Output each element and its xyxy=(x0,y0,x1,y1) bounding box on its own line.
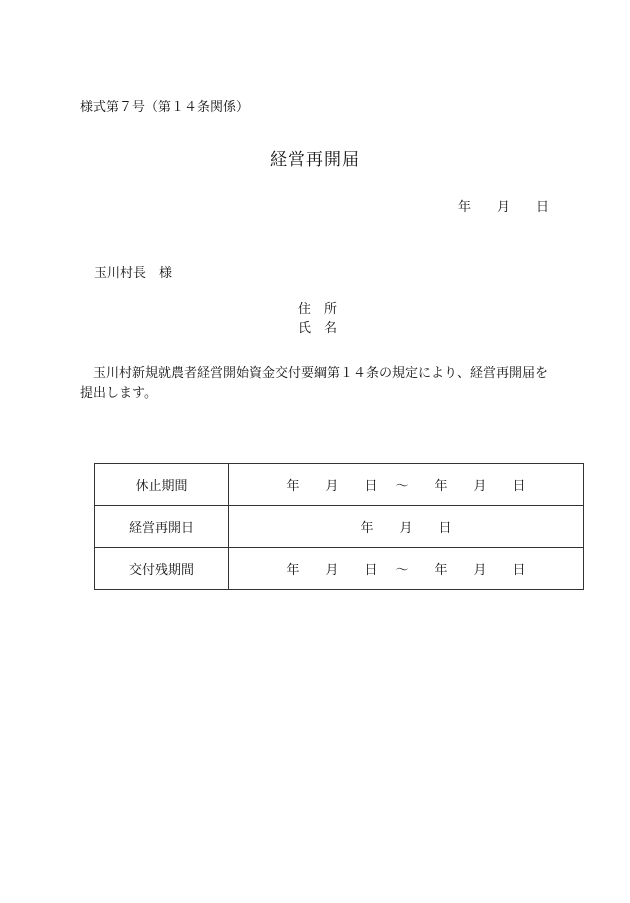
end-month: 月 xyxy=(473,479,487,494)
addressee: 玉川村長 様 xyxy=(94,266,173,281)
resume-year: 年 xyxy=(360,521,374,536)
range-separator: ～ xyxy=(395,479,409,494)
table-row xyxy=(95,464,584,506)
end-month: 月 xyxy=(473,563,487,578)
resumption-info-table xyxy=(94,463,584,590)
resumption-date-value xyxy=(229,506,584,548)
body-text: 玉川村新規就農者経営開始資金交付要綱第１４条の規定により、経営再開届を提出します。 xyxy=(80,366,549,401)
date-year: 年 xyxy=(458,200,472,215)
end-year: 年 xyxy=(434,563,448,578)
applicant-block xyxy=(298,300,337,338)
table-row xyxy=(95,506,584,548)
date-day: 日 xyxy=(536,200,550,215)
suspension-period-value xyxy=(229,464,584,506)
submission-date xyxy=(458,196,549,215)
end-day: 日 xyxy=(512,563,526,578)
start-year: 年 xyxy=(286,563,300,578)
range-separator: ～ xyxy=(395,563,409,578)
resume-day: 日 xyxy=(438,521,452,536)
start-month: 月 xyxy=(325,563,339,578)
name-label: 氏 名 xyxy=(298,321,338,336)
resumption-date-label: 経営再開日 xyxy=(95,506,229,548)
end-year: 年 xyxy=(434,479,448,494)
end-day: 日 xyxy=(512,479,526,494)
start-day: 日 xyxy=(364,563,378,578)
document-title: 経営再開届 xyxy=(270,150,360,170)
start-day: 日 xyxy=(364,479,378,494)
remaining-grant-period-label: 交付残期間 xyxy=(95,548,229,590)
resume-month: 月 xyxy=(399,521,413,536)
date-month: 月 xyxy=(497,200,511,215)
suspension-period-label: 休止期間 xyxy=(95,464,229,506)
address-label: 住 所 xyxy=(298,302,338,317)
start-month: 月 xyxy=(325,479,339,494)
remaining-grant-period-value xyxy=(229,548,584,590)
table-row xyxy=(95,548,584,590)
start-year: 年 xyxy=(286,479,300,494)
form-number: 様式第７号（第１４条関係） xyxy=(80,100,250,115)
